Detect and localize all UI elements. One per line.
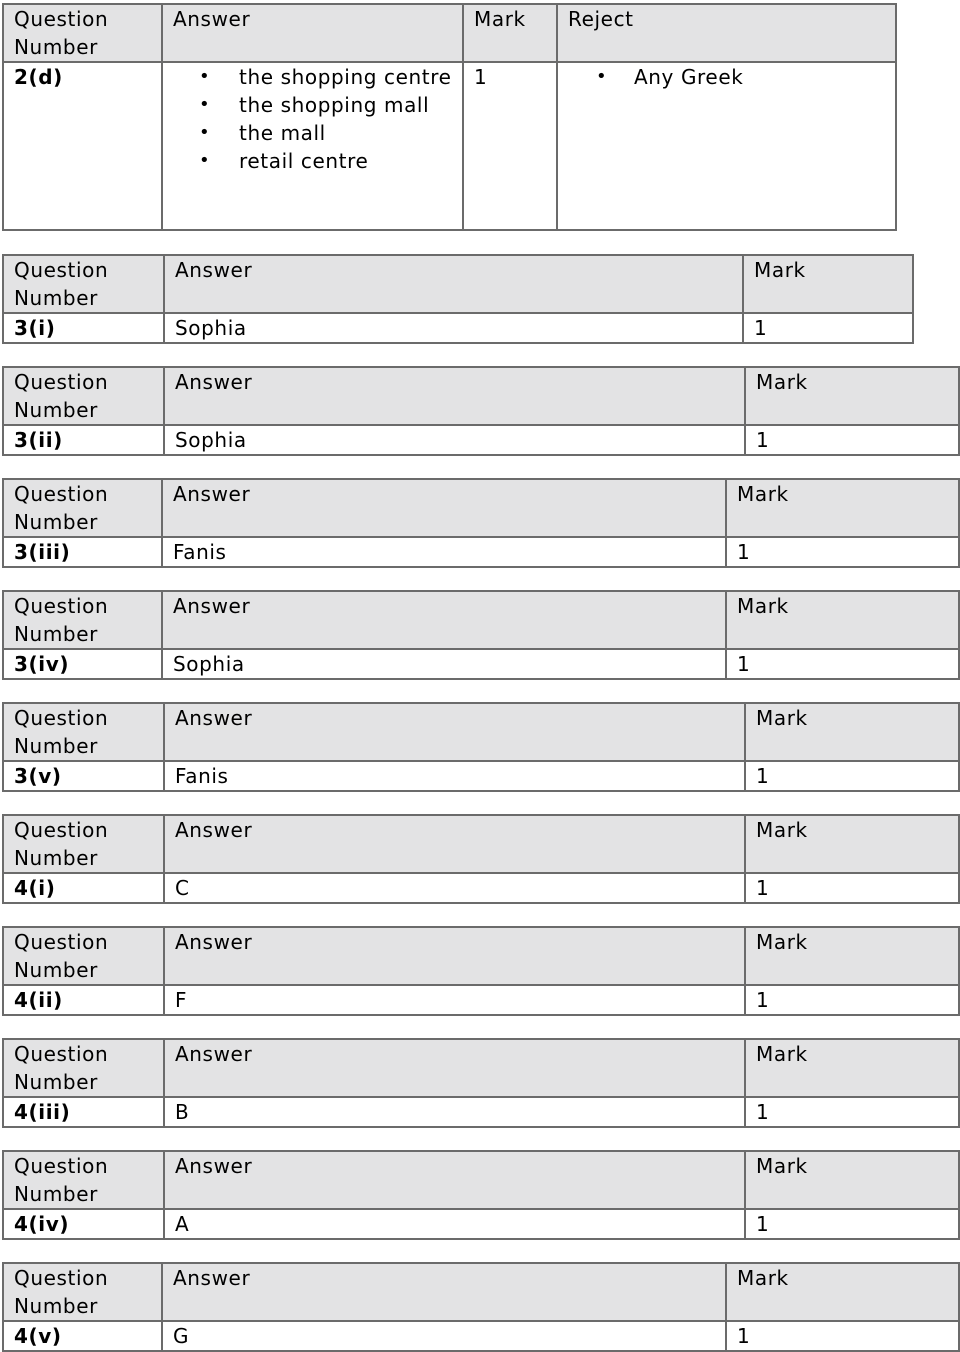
markscheme-table xyxy=(2,590,960,680)
header-answer: Answer xyxy=(164,1151,745,1209)
markscheme-table xyxy=(2,478,960,568)
table-row xyxy=(3,62,896,230)
header-mark: Mark xyxy=(743,255,913,313)
mark-cell: 1 xyxy=(745,1209,959,1239)
question-number: 3(i) xyxy=(3,313,164,343)
question-number: 4(iii) xyxy=(3,1097,164,1127)
mark-cell: 1 xyxy=(745,985,959,1015)
header-mark: Mark xyxy=(745,815,959,873)
table-header-row xyxy=(3,255,913,313)
table-row xyxy=(3,1209,959,1239)
answer-cell: C xyxy=(164,873,745,903)
header-mark: Mark xyxy=(745,1151,959,1209)
header-mark: Mark xyxy=(745,703,959,761)
table-header-row xyxy=(3,591,959,649)
markscheme-table xyxy=(2,1262,960,1352)
answer-cell: G xyxy=(162,1321,726,1351)
header-question-number: Question Number xyxy=(3,367,164,425)
table-header-row xyxy=(3,703,959,761)
reject-list xyxy=(558,63,895,91)
answer-cell: A xyxy=(164,1209,745,1239)
mark-cell: 1 xyxy=(743,313,913,343)
table-header-row xyxy=(3,1263,959,1321)
markscheme-table-2d xyxy=(2,3,897,231)
markscheme-table xyxy=(2,1038,960,1128)
markscheme-table xyxy=(2,254,914,344)
table-row xyxy=(3,313,913,343)
question-number: 3(v) xyxy=(3,761,164,791)
header-question-number: Question Number xyxy=(3,4,162,62)
header-question-number: Question Number xyxy=(3,1263,162,1321)
mark-cell: 1 xyxy=(745,761,959,791)
answer-item: • retail centre xyxy=(163,147,452,175)
table-header-row xyxy=(3,815,959,873)
question-number: 3(iv) xyxy=(3,649,162,679)
answer-item: • the mall xyxy=(163,119,452,147)
question-number: 3(iii) xyxy=(3,537,162,567)
question-number: 3(ii) xyxy=(3,425,164,455)
header-answer: Answer xyxy=(164,927,745,985)
reject-item: • Any Greek xyxy=(558,63,895,91)
answer-cell: Fanis xyxy=(164,761,745,791)
mark-cell: 1 xyxy=(726,1321,959,1351)
table-header-row xyxy=(3,367,959,425)
header-reject: Reject xyxy=(557,4,896,62)
header-answer: Answer xyxy=(164,255,743,313)
header-question-number: Question Number xyxy=(3,927,164,985)
question-number: 4(ii) xyxy=(3,985,164,1015)
header-question-number: Question Number xyxy=(3,1151,164,1209)
table-header-row xyxy=(3,4,896,62)
table-header-row xyxy=(3,927,959,985)
answer-cell: Fanis xyxy=(162,537,726,567)
header-answer: Answer xyxy=(164,815,745,873)
answer-cell: F xyxy=(164,985,745,1015)
mark-cell: 1 xyxy=(745,1097,959,1127)
table-row xyxy=(3,761,959,791)
header-answer: Answer xyxy=(162,479,726,537)
mark-cell: 1 xyxy=(745,425,959,455)
header-mark: Mark xyxy=(463,4,557,62)
header-answer: Answer xyxy=(164,703,745,761)
table-row xyxy=(3,1097,959,1127)
table-header-row xyxy=(3,1039,959,1097)
table-row xyxy=(3,425,959,455)
answer-cell xyxy=(162,62,463,230)
header-question-number: Question Number xyxy=(3,1039,164,1097)
question-number: 4(iv) xyxy=(3,1209,164,1239)
reject-cell xyxy=(557,62,896,230)
header-answer: Answer xyxy=(164,367,745,425)
answer-cell: B xyxy=(164,1097,745,1127)
question-number: 4(i) xyxy=(3,873,164,903)
markscheme-table xyxy=(2,1150,960,1240)
answer-item: • the shopping centre xyxy=(163,63,452,91)
markscheme-table xyxy=(2,702,960,792)
mark-cell: 1 xyxy=(463,62,557,230)
header-answer: Answer xyxy=(162,4,463,62)
answer-item: • the shopping mall xyxy=(163,91,452,119)
header-question-number: Question Number xyxy=(3,703,164,761)
table-row xyxy=(3,873,959,903)
header-mark: Mark xyxy=(726,591,959,649)
header-answer: Answer xyxy=(162,1263,726,1321)
header-mark: Mark xyxy=(745,927,959,985)
table-row xyxy=(3,649,959,679)
header-question-number: Question Number xyxy=(3,591,162,649)
header-mark: Mark xyxy=(745,367,959,425)
header-question-number: Question Number xyxy=(3,255,164,313)
table-header-row xyxy=(3,1151,959,1209)
header-mark: Mark xyxy=(726,1263,959,1321)
question-number: 2(d) xyxy=(3,62,162,230)
answer-cell: Sophia xyxy=(164,313,743,343)
table-row xyxy=(3,537,959,567)
header-question-number: Question Number xyxy=(3,815,164,873)
header-question-number: Question Number xyxy=(3,479,162,537)
question-number: 4(v) xyxy=(3,1321,162,1351)
answer-cell: Sophia xyxy=(164,425,745,455)
markscheme-table xyxy=(2,926,960,1016)
header-answer: Answer xyxy=(162,591,726,649)
header-answer: Answer xyxy=(164,1039,745,1097)
table-row xyxy=(3,1321,959,1351)
answer-list xyxy=(163,63,452,175)
mark-cell: 1 xyxy=(745,873,959,903)
table-header-row xyxy=(3,479,959,537)
header-mark: Mark xyxy=(745,1039,959,1097)
table-row xyxy=(3,985,959,1015)
header-mark: Mark xyxy=(726,479,959,537)
markscheme-table xyxy=(2,366,960,456)
markscheme-table xyxy=(2,814,960,904)
mark-cell: 1 xyxy=(726,537,959,567)
mark-cell: 1 xyxy=(726,649,959,679)
answer-cell: Sophia xyxy=(162,649,726,679)
